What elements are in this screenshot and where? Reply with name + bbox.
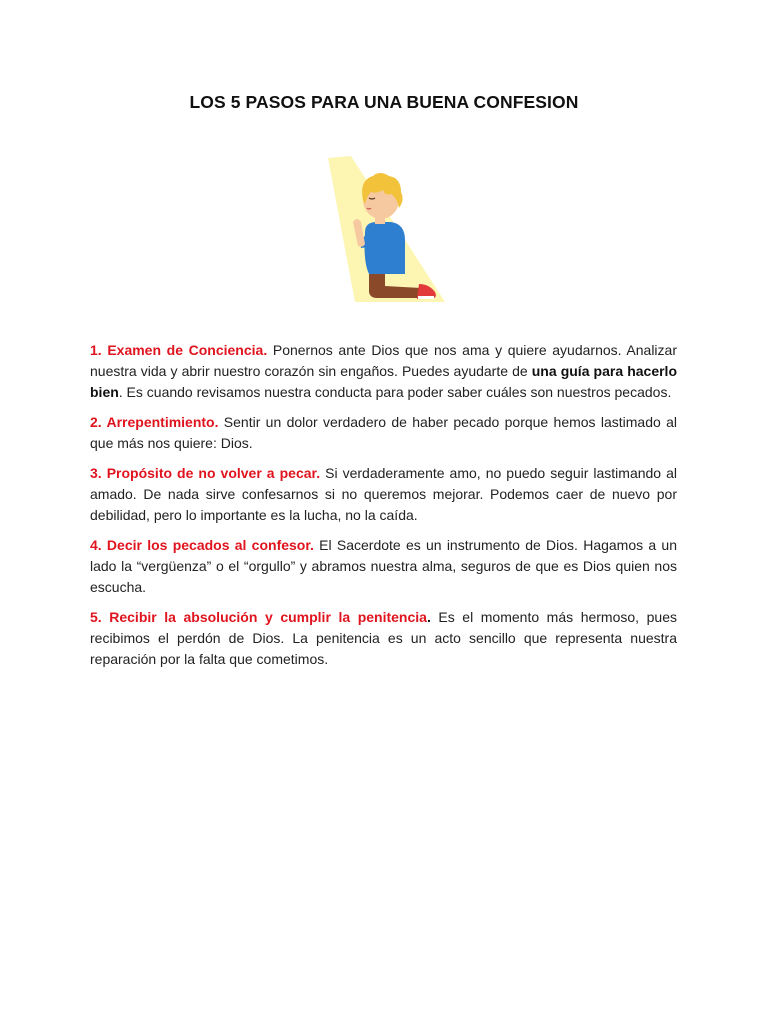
step-text: Es el momento más hermoso, pues recibimos el perdón de Dios. La penitencia es un acto sencillo que representa nuestra reparación por la falta que cometimos.: [90, 609, 677, 667]
step-text: Si verdaderamente amo, no puedo seguir lastimando al amado. De nada sirve confesarnos si no queremos mejorar. Podemos caer de nuevo por debilidad, pero lo importante es la lucha, no la caída.: [90, 465, 678, 523]
step-heading: 2. Arrepentimiento.: [90, 414, 219, 430]
step-text: Sentir un dolor verdadero de haber pecado porque hemos lastimado al que más nos quiere: Dios.: [90, 414, 677, 451]
page-title: LOS 5 PASOS PARA UNA BUENA CONFESION: [189, 92, 579, 112]
step-heading: 3. Propósito de no volver a pecar.: [90, 465, 321, 481]
step-text: . Es cuando revisamos nuestra conducta para poder saber cuáles son nuestros pecados.: [118, 384, 672, 400]
step-heading: 4. Decir los pecados al confesor.: [90, 537, 314, 553]
step-emphasis: una guía para hacerlo bien: [90, 363, 677, 400]
step-text: El Sacerdote es un instrumento de Dios. Hagamos a un lado la “vergüenza” o el “orgullo” y abramos nuestra alma, seguros de que es Dios quien nos escucha.: [90, 537, 677, 595]
step-heading: 5. Recibir la absolución y cumplir la penitencia: [90, 609, 427, 625]
list-item: [90, 535, 677, 598]
list-item: [90, 607, 677, 670]
steps-list: [90, 340, 677, 679]
praying-child-illustration: [325, 152, 445, 304]
list-item: [90, 340, 677, 403]
list-item: [90, 463, 677, 526]
child-shirt: [365, 222, 406, 274]
list-item: [90, 412, 677, 454]
step-heading: 1. Examen de Conciencia.: [90, 342, 268, 358]
step-heading-dot: .: [426, 609, 431, 625]
step-text: Ponernos ante Dios que nos ama y quiere ayudarnos. Analizar nuestra vida y abrir nuestro corazón sin engaños. Puedes ayudarte de: [90, 342, 677, 379]
